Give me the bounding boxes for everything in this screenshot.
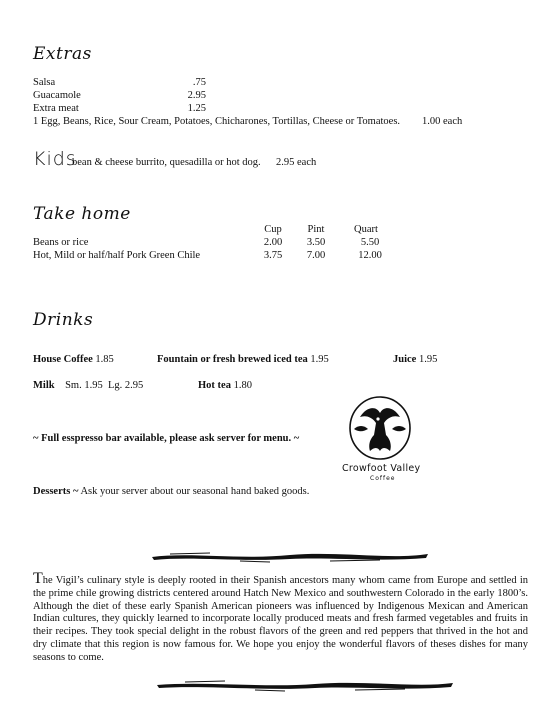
take-home-row-cup: 2.00 (263, 237, 283, 248)
logo-sub: Coffee (370, 475, 396, 482)
take-home-heading: Take home (33, 204, 131, 224)
extras-item-guacamole: Guacamole (33, 90, 81, 101)
desserts-text: Ask your server about our seasonal hand baked goods. (80, 486, 310, 497)
extras-price-extra-meat: 1.25 (187, 103, 206, 114)
house-coffee-price: 1.85 (95, 354, 114, 365)
take-home-col-quart: Quart (354, 224, 378, 235)
extras-sides-price: 1.00 each (422, 116, 463, 127)
about-text: he Vigil’s culinary style is deeply rooted in their Spanish ancestors many whom came from Europe and settled in the prime chile growing districts centered around Hatch New Mexico and southwestern Colorado in the early 1800’s. Although the diet of these early Spanish American pioneers was influenced by Indigenous Mexican and American Indian cultures, they quickly learned to incorporate locally produced meats and fresh farmed vegetables and fruits in their recipes. They took special delight in the robust flavors of the green and red peppers that thrived in the hot and dry climate that this region is now famous for. We hope you enjoy the wonderful flavors of theses dishes for many seasons to come. (33, 575, 528, 663)
iced-tea-price: 1.95 (310, 354, 329, 365)
about-drop-cap: T (33, 570, 43, 587)
about-paragraph (33, 570, 528, 665)
take-home-col-cup: Cup (264, 224, 282, 235)
house-coffee-item (33, 353, 114, 366)
iced-tea-label: Fountain or fresh brewed iced tea (157, 354, 308, 365)
milk-label: Milk (33, 380, 55, 391)
milk-lg-label: Lg. (107, 380, 123, 391)
logo-name: Crowfoot Valley (342, 463, 421, 474)
milk-item (33, 379, 143, 392)
extras-heading: Extras (33, 44, 92, 64)
take-home-row-pint: 7.00 (306, 250, 326, 261)
extras-item-salsa: Salsa (33, 77, 56, 88)
take-home-row-cup: 3.75 (263, 250, 283, 261)
milk-sm-price: 1.95 (84, 380, 103, 391)
kids-heading: Kids (33, 148, 77, 170)
desserts-label: Desserts ~ (33, 486, 79, 497)
hot-tea-item (198, 379, 252, 392)
iced-tea-item (157, 353, 329, 366)
hot-tea-label: Hot tea (198, 380, 231, 391)
take-home-row-quart: 12.00 (358, 250, 382, 261)
take-home-row-pint: 3.50 (306, 237, 326, 248)
kids-price: 2.95 each (276, 157, 317, 168)
brush-divider-top (150, 548, 430, 564)
drinks-heading: Drinks (33, 310, 94, 330)
milk-sm-label: Sm. (65, 380, 82, 391)
juice-price: 1.95 (418, 354, 438, 365)
extras-price-salsa: .75 (192, 77, 206, 88)
take-home-col-pint: Pint (307, 224, 325, 235)
take-home-row-quart: 5.50 (360, 237, 380, 248)
kids-text: bean & cheese burrito, quesadilla or hot dog. (72, 157, 261, 168)
extras-sides-line: 1 Egg, Beans, Rice, Sour Cream, Potatoes, Chicharones, Tortillas, Cheese or Tomatoes. (33, 116, 401, 127)
house-coffee-label: House Coffee (33, 354, 93, 365)
brush-divider-bottom (155, 678, 455, 692)
milk-lg-price: 2.95 (124, 380, 144, 391)
crowfoot-valley-logo (340, 395, 420, 487)
juice-item (393, 353, 437, 366)
juice-label: Juice (393, 354, 417, 365)
hot-tea-price: 1.80 (233, 380, 252, 391)
take-home-row-name: Beans or rice (33, 237, 89, 248)
espresso-note: ~ Full esspresso bar available, please ask server for menu. ~ (33, 433, 300, 444)
extras-item-extra-meat: Extra meat (33, 103, 79, 114)
desserts-line (33, 485, 309, 498)
extras-price-guacamole: 2.95 (187, 90, 206, 101)
take-home-row-name: Hot, Mild or half/half Pork Green Chile (33, 250, 201, 261)
